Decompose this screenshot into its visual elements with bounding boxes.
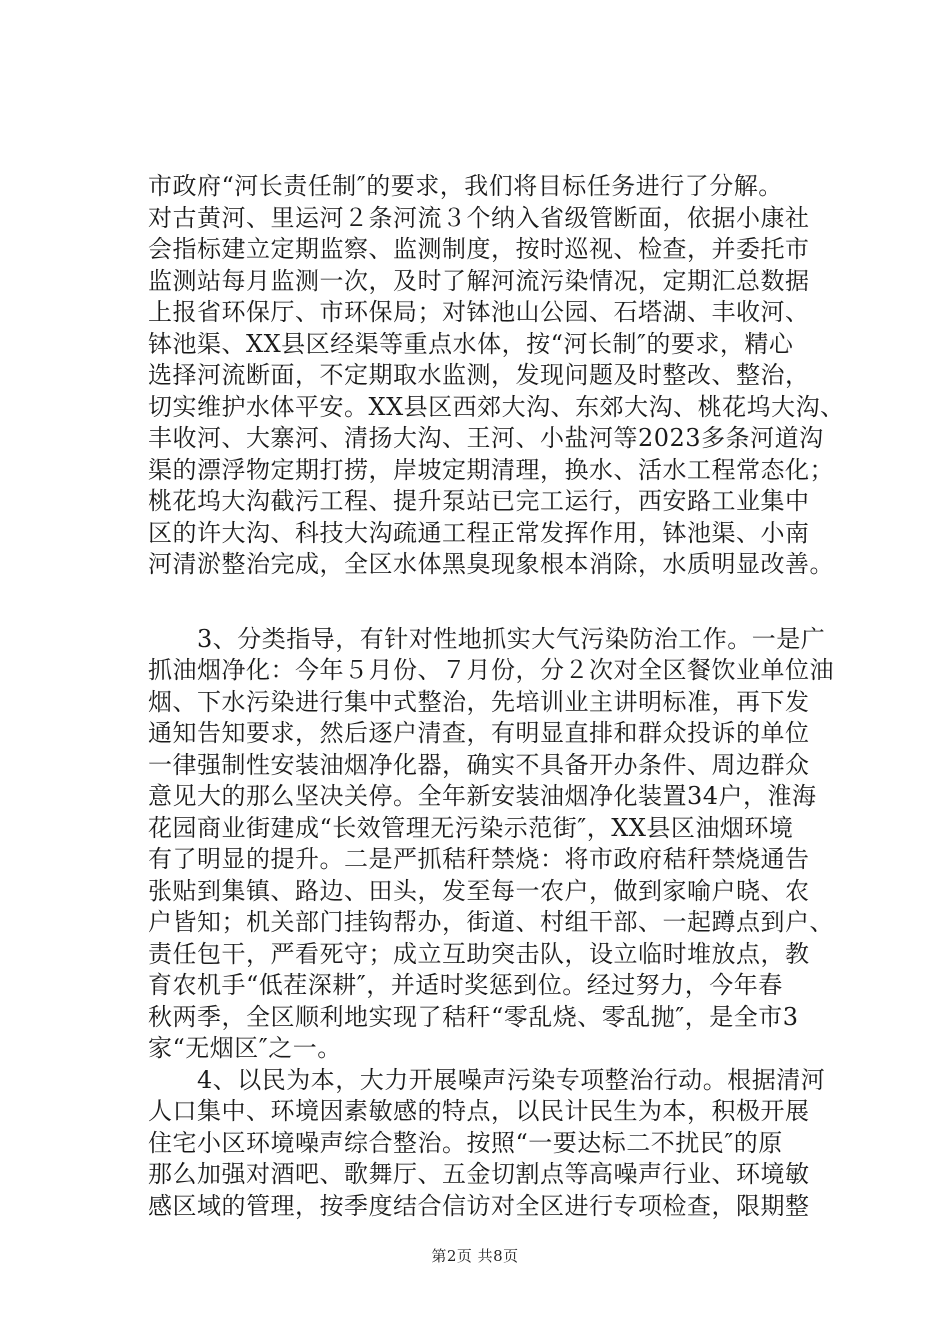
text-line: 意见大的那么坚决关停。全年新安装油烟净化装置34户，淮海 xyxy=(148,782,817,810)
text-line: 选择河流断面，不定期取水监测，发现问题及时整改、整治， xyxy=(148,361,810,389)
text-line: 那么加强对酒吧、歌舞厅、五金切割点等高噪声行业、环境敏 xyxy=(148,1160,810,1188)
document-body xyxy=(148,171,845,1222)
text-line: 抓油烟净化：今年５月份、７月份，分２次对全区餐饮业单位油 xyxy=(148,656,834,684)
text-line: 渠的漂浮物定期打捞，岸坡定期清理，换水、活水工程常态化； xyxy=(148,455,834,484)
text-line: 花园商业街建成“长效管理无污染示范街″，XX县区油烟环境 xyxy=(148,813,794,842)
text-line: 秋两季，全区顺利地实现了秸秆“零乱烧、零乱抛″，是全市3 xyxy=(148,1002,799,1031)
text-line: 桃花坞大沟截污工程、提升泵站已完工运行，西安路工业集中 xyxy=(148,487,810,515)
text-line: 一律强制性安装油烟净化器，确实不具备开办条件、周边群众 xyxy=(148,750,810,779)
paragraph-spacer xyxy=(148,581,828,624)
text-line: 监测站每月监测一次，及时了解河流污染情况，定期汇总数据 xyxy=(148,266,810,295)
text-line: 4、以民为本，大力开展噪声污染专项整治行动。根据清河 xyxy=(148,1065,826,1094)
text-line: 张贴到集镇、路边、田头，发至每一农户，做到家喻户晓、农 xyxy=(148,876,810,905)
text-line: 责任包干，严看死守；成立互助突击队，设立临时堆放点，教 xyxy=(148,939,810,968)
text-line: 人口集中、环境因素敏感的特点，以民计民生为本，积极开展 xyxy=(148,1097,810,1125)
text-line: 户皆知；机关部门挂钩帮办，街道、村组干部、一起蹲点到户、 xyxy=(148,908,834,936)
text-line: 住宅小区环境噪声综合整治。按照“一要达标二不扰民″的原 xyxy=(148,1128,783,1157)
paragraph-air-pollution xyxy=(148,624,834,1065)
text-line: 区的许大沟、科技大沟疏通工程正常发挥作用，钵池渠、小南 xyxy=(148,518,810,547)
text-line: 感区域的管理，按季度结合信访对全区进行专项检查，限期整 xyxy=(148,1191,810,1220)
text-line: 3、分类指导，有针对性地抓实大气污染防治工作。一是广 xyxy=(148,624,826,653)
text-line: 河清淤整治完成，全区水体黑臭现象根本消除，水质明显改善。 xyxy=(148,550,834,578)
text-line: 通知告知要求，然后逐户清查，有明显直排和群众投诉的单位 xyxy=(148,719,810,747)
text-line: 育农机手“低茬深耕″，并适时奖惩到位。经过努力，今年春 xyxy=(148,971,783,999)
text-line: 会指标建立定期监察、监测制度，按时巡视、检查，并委托市 xyxy=(148,235,810,263)
paragraph-river-management xyxy=(148,171,845,581)
text-line: 丰收河、大寨河、清扬大沟、王河、小盐河等2023多条河道沟 xyxy=(148,424,824,452)
text-line: 家“无烟区″之一。 xyxy=(148,1034,342,1062)
text-line: 钵池渠、XX县区经渠等重点水体，按“河长制″的要求，精心 xyxy=(148,329,794,358)
text-line: 烟、下水污染进行集中式整治，先培训业主讲明标准，再下发 xyxy=(148,687,810,716)
text-line: 切实维护水体平安。XX县区西郊大沟、东郊大沟、桃花坞大沟、 xyxy=(148,392,845,421)
page-footer: 第2页 共8页 xyxy=(431,1247,519,1265)
paragraph-noise-pollution xyxy=(148,1065,828,1223)
text-line: 上报省环保厅、市环保局；对钵池山公园、石塔湖、丰收河、 xyxy=(148,298,810,326)
text-line: 市政府“河长责任制″的要求，我们将目标任务进行了分解。 xyxy=(148,172,783,200)
text-line: 有了明显的提升。二是严抓秸秆禁烧：将市政府秸秆禁烧通告 xyxy=(148,845,810,873)
text-line: 对古黄河、里运河２条河流３个纳入省级管断面，依据小康社 xyxy=(148,203,810,232)
